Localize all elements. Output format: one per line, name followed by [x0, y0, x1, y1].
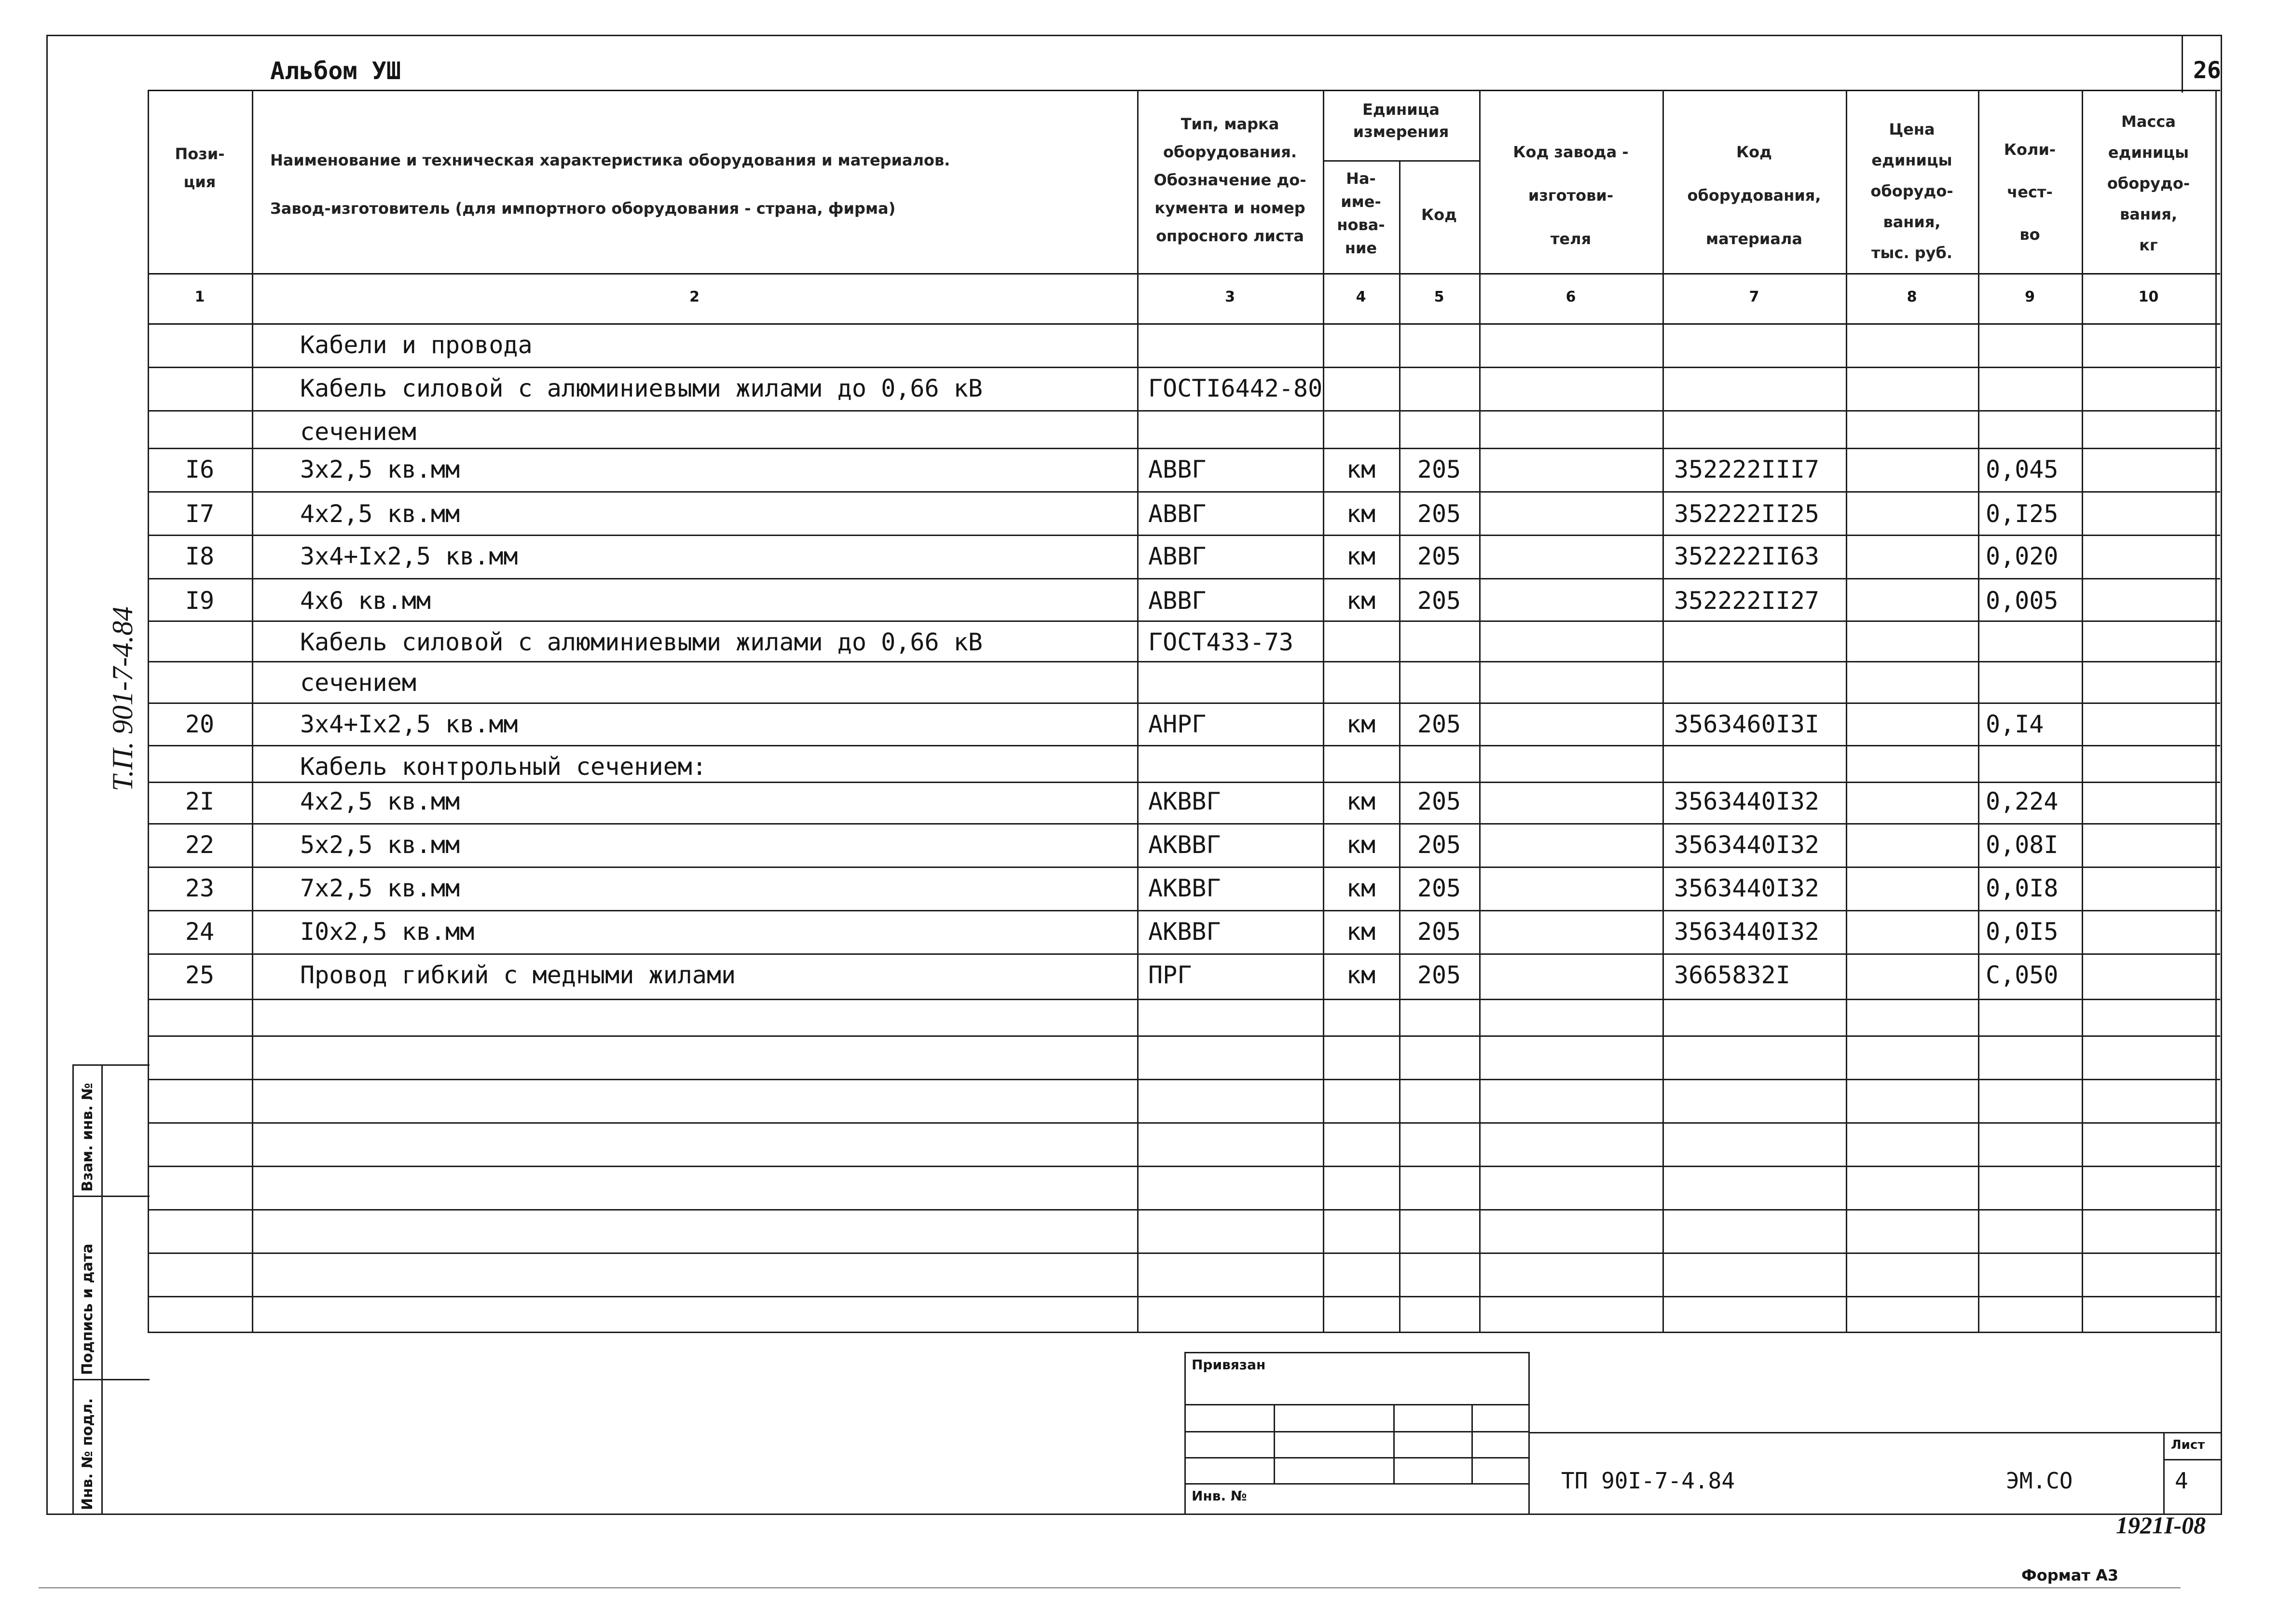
column-number: 2	[689, 289, 700, 305]
vertical-mark: Т.П. 901-7-4.84	[107, 606, 138, 791]
cell-unit: км	[1346, 918, 1376, 946]
column-number: 9	[2025, 289, 2035, 305]
cell-unit: км	[1346, 587, 1376, 615]
cell-type: ГОСТI6442-80	[1148, 374, 1323, 402]
side-label-inventory: Инв. № подл.	[79, 1398, 96, 1510]
column-number: 4	[1356, 289, 1366, 305]
cell-name: Кабель силовой с алюминиевыми жилами до 0,66 кВ	[300, 628, 983, 656]
cell-type: АВВГ	[1148, 455, 1207, 483]
column-number: 5	[1434, 289, 1444, 305]
cell-unit-code: 205	[1417, 831, 1461, 859]
cell-material-code: 352222II63	[1674, 542, 1820, 570]
cell-position: 25	[185, 961, 215, 989]
cell-name: сечением	[300, 669, 416, 697]
cell-position: 22	[185, 831, 215, 859]
cell-quantity: 0,020	[1986, 542, 2059, 570]
cell-position: I8	[185, 542, 215, 570]
cell-position: 24	[185, 918, 215, 946]
cell-name: 5х2,5 кв.мм	[300, 831, 460, 859]
cell-unit: км	[1346, 542, 1376, 570]
cell-type: АВВГ	[1148, 587, 1207, 615]
header-type: Тип, марка оборудования. Обозначение до- кумента и номер опросного листа	[1153, 115, 1306, 245]
cell-unit: км	[1346, 874, 1376, 902]
cell-quantity: 0,0I5	[1986, 918, 2059, 946]
cell-material-code: 3563460I3I	[1674, 710, 1820, 738]
stamp-inventory: Инв. №	[1192, 1488, 1247, 1504]
cell-name: 4х2,5 кв.мм	[300, 787, 460, 815]
cell-unit: км	[1346, 961, 1376, 989]
cell-name: 4х6 кв.мм	[300, 587, 431, 615]
cell-type: АКВВГ	[1148, 874, 1221, 902]
cell-name: 4х2,5 кв.мм	[300, 500, 460, 528]
cell-unit: км	[1346, 500, 1376, 528]
cell-unit: км	[1346, 787, 1376, 815]
cell-quantity: 0,224	[1986, 787, 2059, 815]
stamp-tied: Привязан	[1192, 1357, 1266, 1373]
header-position: Пози- ция	[175, 145, 225, 191]
cell-material-code: 352222III7	[1674, 455, 1820, 483]
cell-unit: км	[1346, 831, 1376, 859]
cell-name: Кабель контрольный сечением:	[300, 753, 707, 781]
album-title: Альбом УШ	[270, 57, 401, 85]
cell-position: I7	[185, 500, 215, 528]
cell-type: АВВГ	[1148, 542, 1207, 570]
cell-quantity: 0,I4	[1986, 710, 2044, 738]
sheet-label: Лист	[2171, 1438, 2205, 1452]
cell-name: I0х2,5 кв.мм	[300, 918, 475, 946]
cell-quantity: 0,0I8	[1986, 874, 2059, 902]
header-unit-code: Код	[1421, 206, 1457, 224]
page-format: Формат А3	[2021, 1566, 2119, 1584]
cell-position: I6	[185, 455, 215, 483]
header-price: Цена единицы оборудо- вания, тыс. руб.	[1870, 120, 1953, 262]
cell-name: сечением	[300, 418, 416, 446]
cell-unit-code: 205	[1417, 918, 1461, 946]
cell-position: 23	[185, 874, 215, 902]
column-number: 8	[1907, 289, 1917, 305]
cell-material-code: 352222II25	[1674, 500, 1820, 528]
column-number: 3	[1225, 289, 1235, 305]
cell-unit: км	[1346, 455, 1376, 483]
cell-quantity: 0,I25	[1986, 500, 2059, 528]
side-label-replacement: Взам. инв. №	[79, 1083, 96, 1192]
cell-unit-code: 205	[1417, 874, 1461, 902]
cell-name: 3х4+Iх2,5 кв.мм	[300, 542, 518, 570]
column-number: 7	[1749, 289, 1759, 305]
cell-type: АКВВГ	[1148, 787, 1221, 815]
side-label-signature: Подпись и дата	[79, 1243, 96, 1375]
cell-unit-code: 205	[1417, 542, 1461, 570]
handwritten-number: 1921I-08	[2116, 1512, 2206, 1539]
cell-material-code: 352222II27	[1674, 587, 1820, 615]
sheet-number: 4	[2175, 1468, 2188, 1494]
cell-type: ПРГ	[1148, 961, 1192, 989]
cell-name: 3х4+Iх2,5 кв.мм	[300, 710, 518, 738]
sheet-top-number: 26	[2193, 57, 2221, 84]
cell-quantity: 0,08I	[1986, 831, 2059, 859]
cell-quantity: 0,045	[1986, 455, 2059, 483]
header-plant-code: Код завода - изготови- теля	[1513, 143, 1629, 248]
cell-name: Кабель силовой с алюминиевыми жилами до 0,66 кВ	[300, 374, 983, 402]
document-suffix: ЭМ.СО	[2006, 1468, 2073, 1494]
cell-material-code: 3665832I	[1674, 961, 1790, 989]
header-mass: Масса единицы оборудо- вания, кг	[2107, 112, 2190, 254]
column-number: 1	[194, 289, 205, 305]
cell-position: 20	[185, 710, 215, 738]
cell-unit-code: 205	[1417, 961, 1461, 989]
cell-material-code: 3563440I32	[1674, 831, 1820, 859]
cell-quantity: С,050	[1986, 961, 2059, 989]
document-code: ТП 90I-7-4.84	[1561, 1468, 1735, 1494]
cell-material-code: 3563440I32	[1674, 787, 1820, 815]
header-material-code: Код оборудования, материала	[1687, 143, 1821, 248]
cell-unit-code: 205	[1417, 787, 1461, 815]
cell-position: I9	[185, 587, 215, 615]
cell-unit-code: 205	[1417, 710, 1461, 738]
cell-type: АВВГ	[1148, 500, 1207, 528]
cell-unit-code: 205	[1417, 455, 1461, 483]
header-name: Наименование и техническая характеристика оборудования и материалов. Завод-изготовитель (для импортного оборудования - страна, фирма)	[270, 151, 950, 218]
cell-unit: км	[1346, 710, 1376, 738]
header-quantity: Коли- чест- во	[2004, 140, 2056, 244]
cell-name: Провод гибкий с медными жилами	[300, 961, 736, 989]
cell-name: Кабели и провода	[300, 331, 533, 359]
cell-name: 3х2,5 кв.мм	[300, 455, 460, 483]
cell-type: АНРГ	[1148, 710, 1207, 738]
cell-type: ГОСТ433-73	[1148, 628, 1294, 656]
header-unit-name: На- име- нова- ние	[1337, 169, 1385, 257]
cell-material-code: 3563440I32	[1674, 918, 1820, 946]
cell-position: 2I	[185, 787, 215, 815]
cell-quantity: 0,005	[1986, 587, 2059, 615]
cell-type: АКВВГ	[1148, 831, 1221, 859]
cell-unit-code: 205	[1417, 587, 1461, 615]
cell-type: АКВВГ	[1148, 918, 1221, 946]
cell-unit-code: 205	[1417, 500, 1461, 528]
header-unit: Единица измерения	[1353, 100, 1449, 141]
cell-name: 7х2,5 кв.мм	[300, 874, 460, 902]
column-number: 6	[1565, 289, 1576, 305]
column-number: 10	[2138, 289, 2159, 305]
cell-material-code: 3563440I32	[1674, 874, 1820, 902]
